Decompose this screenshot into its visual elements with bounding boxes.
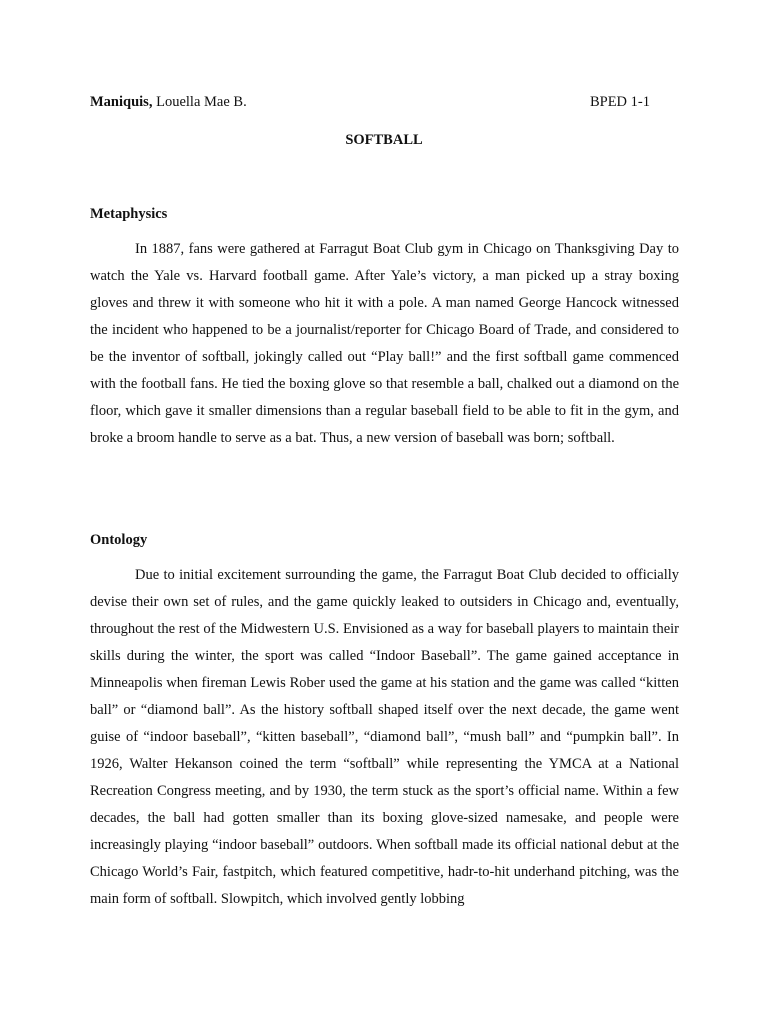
document-title: SOFTBALL	[345, 132, 423, 148]
paragraph-metaphysics: In 1887, fans were gathered at Farragut Boat Club gym in Chicago on Thanksgiving Day to watch the Yale vs. Harvard football game. After Yale’s victory, a man picked up a stray boxing gloves and threw it with someone who hit it with a pole. A man named George Hancock witnessed the incident who happened to be a journalist/reporter for Chicago Board of Trade, and considered to be the inventor of softball, jokingly called out “Play ball!” and the first softball game commenced with the football fans. He tied the boxing glove so that resemble a ball, chalked out a diamond on the floor, which gave it smaller dimensions than a regular baseball field to be able to fit in the gym, and broke a broom handle to serve as a bat. Thus, a new version of baseball was born; softball.	[90, 241, 679, 446]
paragraph-ontology: Due to initial excitement surrounding the game, the Farragut Boat Club decided to officially devise their own set of rules, and the game quickly leaked to outsiders in Chicago and, eventually, throughout the rest of the Midwestern U.S. Envisioned as a way for baseball players to maintain their skills during the winter, the sport was called “Indoor Baseball”. The game gained acceptance in Minneapolis when fireman Lewis Rober used the game at his station and the game was called “kitten ball” or “diamond ball”. As the history softball shaped itself over the next decade, the game went guise of “indoor baseball”, “kitten baseball”, “diamond ball”, “mush ball” and “pumpkin ball”. In 1926, Walter Hekanson coined the term “softball” while representing the YMCA at a National Recreation Congress meeting, and by 1930, the term stuck as the sport’s official name. Within a few decades, the ball had gotten smaller than its boxing glove-sized namesake, and people were increasingly playing “indoor baseball” outdoors. When softball made its official national debut at the Chicago World’s Fair, fastpitch, which featured competitive, hadr-to-hit underhand pitching, was the main form of softball. Slowpitch, which involved gently lobbing	[90, 567, 679, 907]
author-surname: Maniquis,	[90, 94, 153, 110]
course-section: BPED 1-1	[589, 94, 650, 110]
section-heading-metaphysics: Metaphysics	[90, 206, 168, 222]
section-heading-ontology: Ontology	[90, 532, 148, 548]
author-given-name: Louella Mae B.	[152, 94, 247, 110]
document-header	[90, 92, 650, 112]
